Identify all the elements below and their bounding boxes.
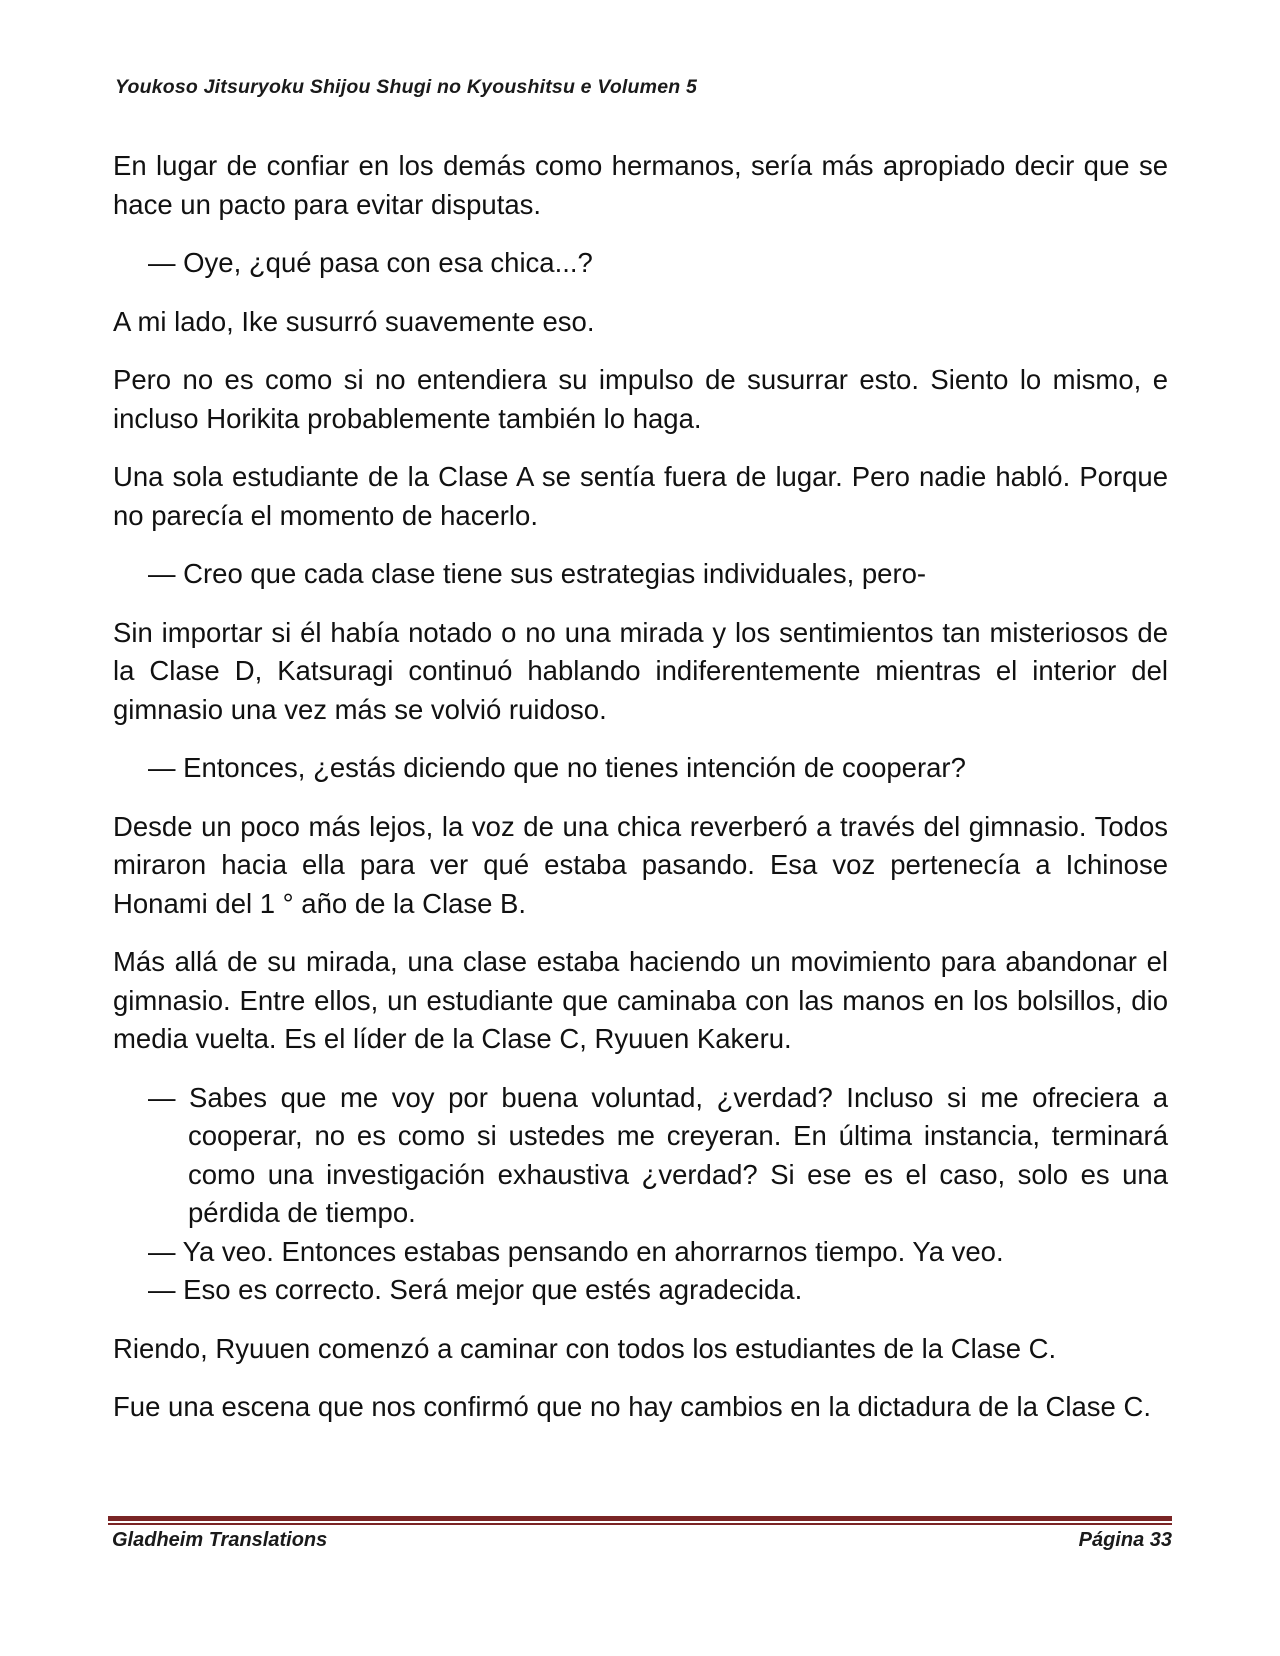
footer-publisher: Gladheim Translations <box>112 1529 328 1551</box>
paragraph: Desde un poco más lejos, la voz de una chica reverberó a través del gimnasio. Todos miraron hacia ella para ver qué estaba pasando. Esa voz pertenecía a Ichinose Honami del 1 ° año de la Clase B. <box>113 810 1168 919</box>
paragraph: Riendo, Ryuuen comenzó a caminar con todos los estudiantes de la Clase C. <box>113 1332 1057 1364</box>
paragraph: Sin importar si él había notado o no una mirada y los sentimientos tan misteriosos de la Clase D, Katsuragi continuó hablando indiferentemente mientras el interior del gimnasio una vez más se volvió ruidoso. <box>113 616 1168 725</box>
page-number: Página 33 <box>1078 1529 1172 1551</box>
page-body <box>113 147 1168 1447</box>
footer-rule-thin <box>108 1523 1172 1525</box>
footer-rule <box>108 1516 1172 1527</box>
paragraph: En lugar de confiar en los demás como hermanos, sería más apropiado decir que se hace un pacto para evitar disputas. <box>113 150 1168 220</box>
dialogue-line: — Ya veo. Entonces estabas pensando en ahorrarnos tiempo. Ya veo. <box>148 1235 1004 1267</box>
paragraph: Más allá de su mirada, una clase estaba haciendo un movimiento para abandonar el gimnasio. Entre ellos, un estudiante que caminaba con las manos en los bolsillos, dio media vuelta. Es el líder de la Clase C, Ryuuen Kakeru. <box>113 946 1168 1054</box>
paragraph: Fue una escena que nos confirmó que no hay cambios en la dictadura de la Clase C. <box>113 1391 1151 1422</box>
paragraph: A mi lado, Ike susurró suavemente eso. <box>113 305 595 337</box>
dialogue-line: — Entonces, ¿estás diciendo que no tienes intención de cooperar? <box>148 752 966 783</box>
dialogue-line: — Eso es correcto. Será mejor que estés agradecida. <box>148 1274 803 1305</box>
dialogue-group <box>113 1079 1168 1310</box>
dialogue-line: — Sabes que me voy por buena voluntad, ¿verdad? Incluso si me ofreciera a cooperar, no es como si ustedes me creyeran. En última instancia, terminará como una investigación exhaustiva ¿verdad? Si ese es el caso, solo es una pérdida de tiempo. <box>148 1081 1168 1228</box>
dialogue-line: — Creo que cada clase tiene sus estrategias individuales, pero- <box>148 558 927 589</box>
footer-rule-thick <box>108 1516 1172 1521</box>
dialogue-line: — Oye, ¿qué pasa con esa chica...? <box>148 247 593 278</box>
running-header: Youkoso Jitsuryoku Shijou Shugi no Kyoushitsu e Volumen 5 <box>115 76 698 98</box>
paragraph: Pero no es como si no entendiera su impulso de susurrar esto. Siento lo mismo, e incluso Horikita probablemente también lo haga. <box>113 364 1168 434</box>
paragraph: Una sola estudiante de la Clase A se sentía fuera de lugar. Pero nadie habló. Porque no parecía el momento de hacerlo. <box>113 461 1168 531</box>
